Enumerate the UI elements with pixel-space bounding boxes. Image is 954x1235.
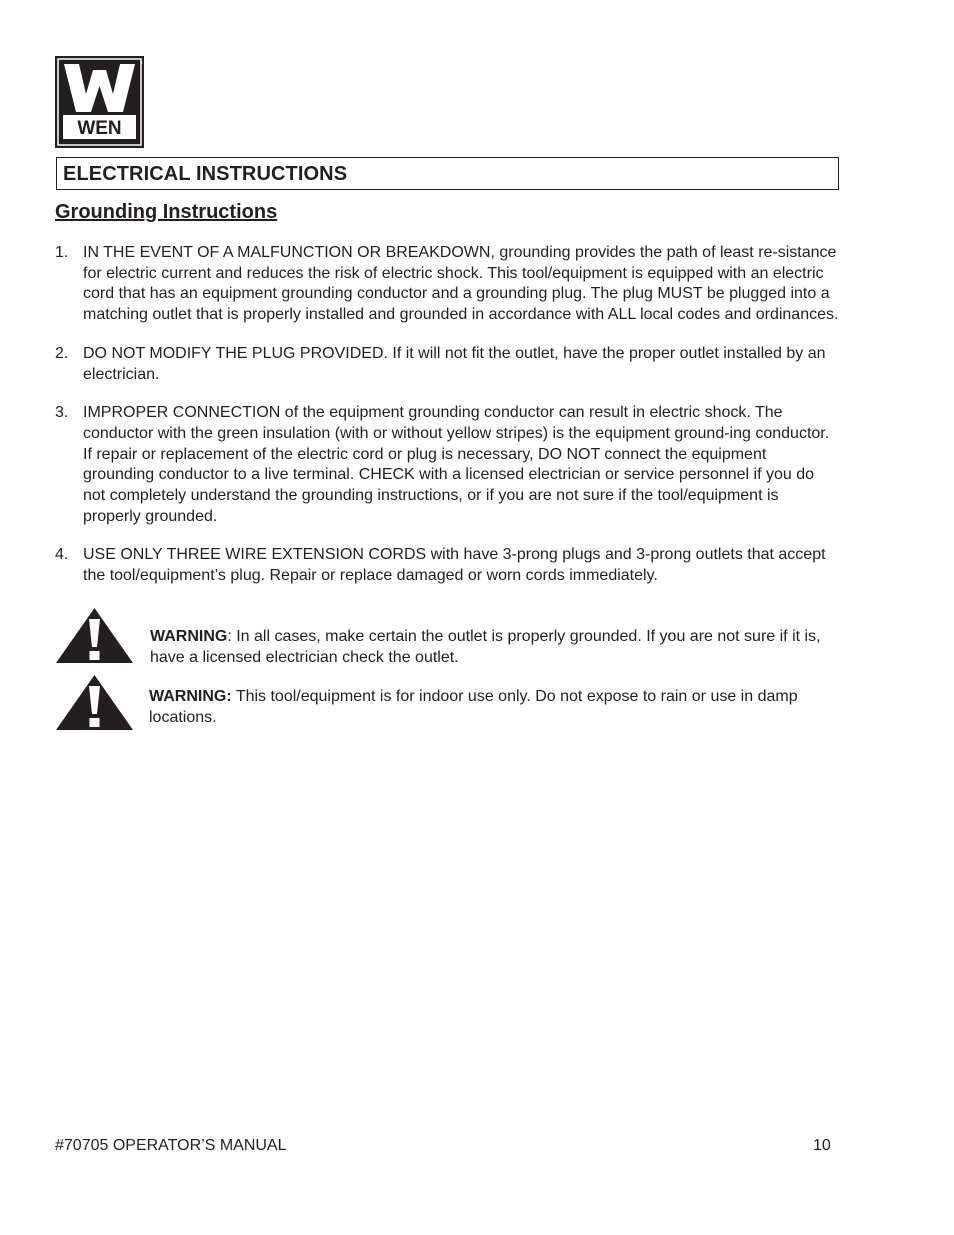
list-item — [55, 344, 840, 385]
list-item — [55, 403, 840, 527]
item-text: DO NOT MODIFY THE PLUG PROVIDED. If it will not fit the outlet, have the proper outlet installed by an electrician. — [83, 344, 826, 383]
list-item — [55, 545, 840, 586]
item-text: IN THE EVENT OF A MALFUNCTION OR BREAKDOWN, grounding provides the path of least re-sistance for electric current and reduces the risk of electric shock. This tool/equipment is equipped with an electric cord that has an equipment grounding conductor and a grounding plug. The plug MUST be plugged into a matching outlet that is properly installed and grounded in accordance with ALL local codes and ordinances. — [83, 244, 839, 324]
item-number: 4. — [55, 546, 69, 564]
warning-triangle-icon — [55, 674, 134, 731]
svg-text:®: ® — [140, 60, 143, 65]
page-number: 10 — [813, 1137, 831, 1154]
footer-manual-title: #70705 OPERATOR’S MANUAL — [55, 1137, 287, 1154]
instruction-list — [55, 243, 840, 605]
section-header — [56, 157, 839, 190]
item-number: 2. — [55, 344, 69, 362]
subheading: Grounding Instructions — [55, 201, 278, 223]
wen-logo — [55, 56, 144, 148]
warning-text — [149, 687, 839, 728]
warning-label: WARNING: — [149, 688, 232, 705]
item-text: USE ONLY THREE WIRE EXTENSION CORDS with have 3-prong plugs and 3-prong outlets that accept the tool/equipment’s plug. Repair or replace damaged or worn cords immediately. — [83, 546, 826, 585]
item-text: IMPROPER CONNECTION of the equipment grounding conductor can result in electric shock. The conductor with the green insulation (with or without yellow stripes) is the equipment ground-ing conductor. If repair or replacement of the electric cord or plug is necessary, DO NOT connect the equipment grounding conductor to a live terminal. CHECK with a licensed electrician or service personnel if you do not completely understand the grounding instructions, or if you are not sure if the tool/equipment is properly grounded. — [83, 404, 830, 525]
item-number: 3. — [55, 404, 69, 422]
logo-text: WEN — [77, 118, 122, 139]
warning-body: This tool/equipment is for indoor use only. Do not expose to rain or use in damp locations. — [149, 688, 798, 726]
warning-label: WARNING — [150, 628, 228, 645]
section-title: ELECTRICAL INSTRUCTIONS — [63, 163, 348, 185]
list-item — [55, 243, 840, 326]
warning-triangle-icon — [55, 607, 134, 664]
warning-body: : In all cases, make certain the outlet is properly grounded. If you are not sure if it is, have a licensed electrician check the outlet. — [150, 628, 821, 666]
warning-text — [150, 627, 840, 668]
item-number: 1. — [55, 244, 69, 261]
